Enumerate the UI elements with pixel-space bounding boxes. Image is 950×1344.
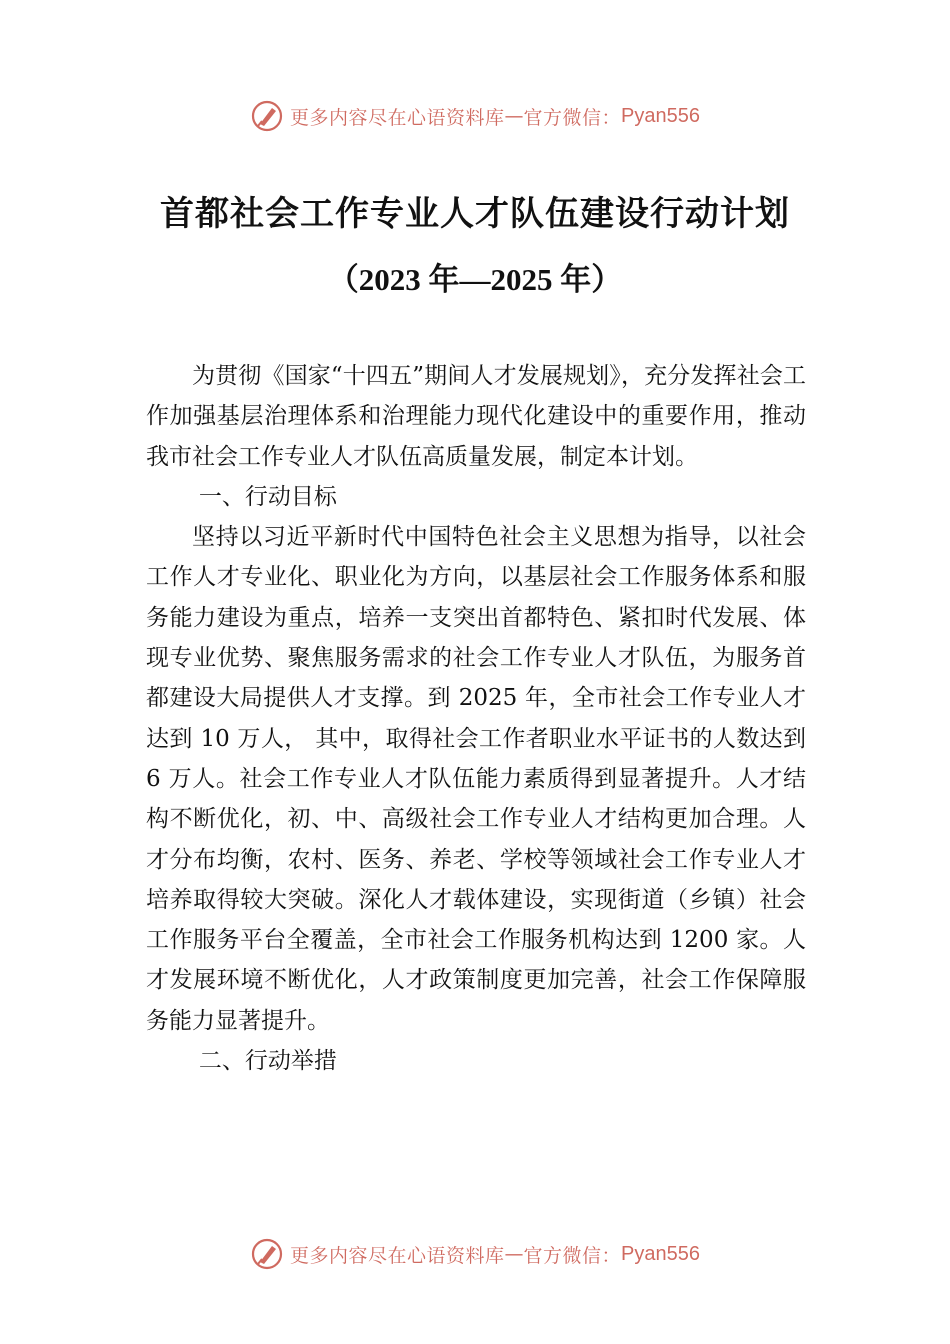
pen-nib-logo-icon xyxy=(250,1237,284,1271)
watermark-account: Pyan556 xyxy=(621,104,700,127)
watermark-middle: 官方微信： xyxy=(523,106,622,129)
document-subtitle: （2023 年—2025 年） xyxy=(327,262,623,297)
watermark-prefix: 更多内容尽在心语资料库 xyxy=(290,106,505,129)
watermark-top xyxy=(0,96,950,136)
document-body xyxy=(146,356,806,1081)
watermark-separator: — xyxy=(504,1243,524,1265)
intro-paragraph: 为贯彻《国家“十四五”期间人才发展规划》，充分发挥社会工作加强基层治理体系和治理能力现代化建设中的重要作用，推动我市社会工作专业人才队伍高质量发展，制定本计划。 xyxy=(146,363,806,470)
goals-paragraph: 坚持以习近平新时代中国特色社会主义思想为指导，以社会工作人才专业化、职业化为方向，以基层社会工作服务体系和服务能力建设为重点，培养一支突出首都特色、紧扣时代发展、体现专业优势、聚焦服务需求的社会工作专业人才队伍，为服务首都建设大局提供人才支撑。到 2025 年，全市社会工作专业人才达到 10 万人， 其中，取得社会工作者职业水平证书的人数达到 6 万人。社会工作专业人才队伍能力素质得到显著提升。人才结构不断优化，初、中、高级社会工作专业人才结构更加合理。人才分布均衡，农村、医务、养老、学校等领域社会工作专业人才培养取得较大突破。深化人才载体建设，实现街道（乡镇）社会工作服务平台全覆盖，全市社会工作服务机构达到 1200 家。人才发展环境不断优化，人才政策制度更加完善，社会工作保障服务能力显著提升。 xyxy=(146,524,806,1034)
pen-nib-logo-icon xyxy=(250,99,284,133)
section-heading-measures: 二、行动举措 xyxy=(198,1048,337,1075)
watermark-prefix: 更多内容尽在心语资料库 xyxy=(290,1244,505,1267)
section-heading-goals: 一、行动目标 xyxy=(198,483,337,510)
watermark-account: Pyan556 xyxy=(621,1242,700,1265)
watermark-bottom xyxy=(0,1234,950,1274)
watermark-separator: — xyxy=(504,105,524,127)
document-title: 首都社会工作专业人才队伍建设行动计划 xyxy=(160,194,790,234)
watermark-middle: 官方微信： xyxy=(523,1244,622,1267)
